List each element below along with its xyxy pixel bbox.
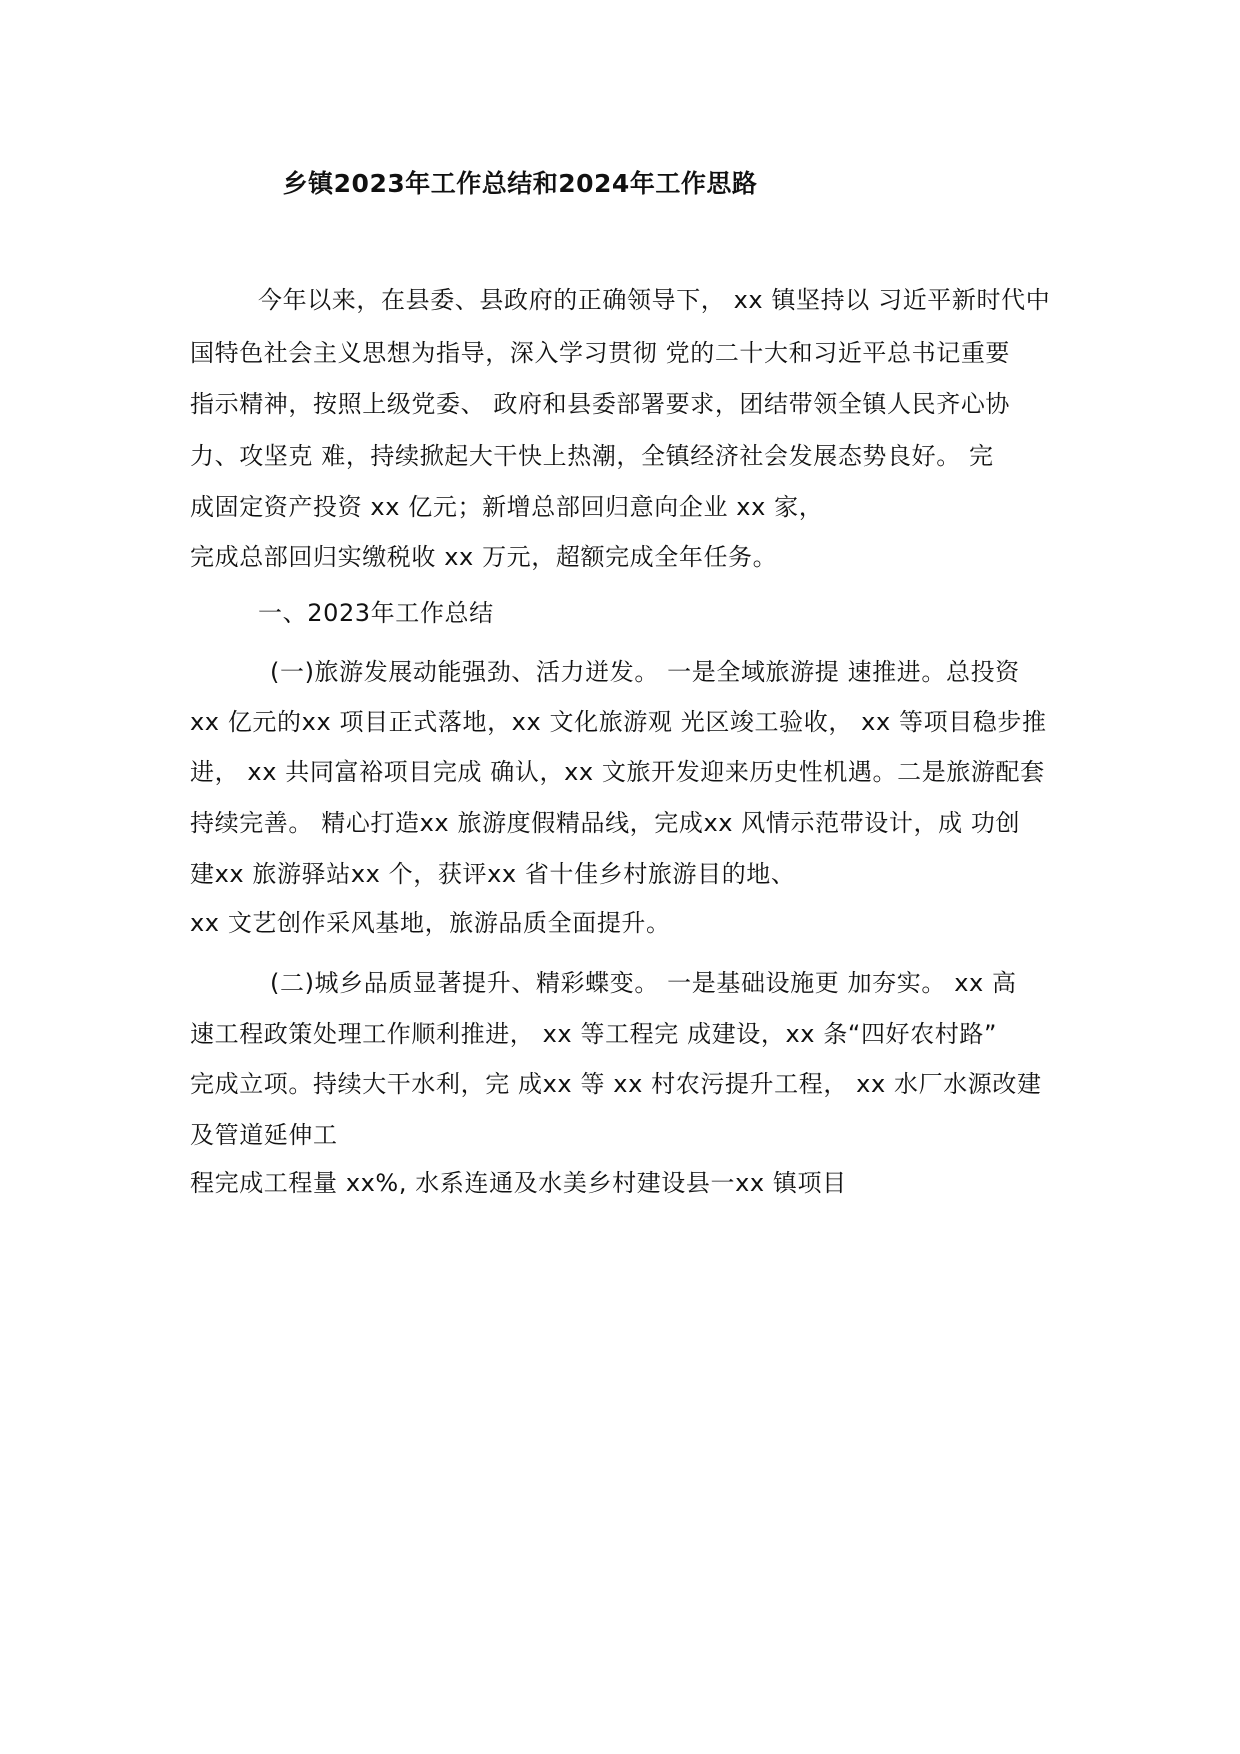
paragraph-line: xx 文艺创作采风基地，旅游品质全面提升。 (190, 909, 671, 937)
paragraph-line: 指示精神，按照上级党委、 政府和县委部署要求，团结带领全镇人民齐心协 (190, 390, 1011, 418)
paragraph-line: 持续完善。 精心打造xx 旅游度假精品线，完成xx 风情示范带设计，成 功创 (190, 809, 1021, 837)
paragraph-line: 进， xx 共同富裕项目完成 确认，xx 文旅开发迎来历史性机遇。二是旅游配套 (190, 758, 1045, 786)
paragraph-line: 完成立项。持续大干水利，完 成xx 等 xx 村农污提升工程， xx 水厂水源改建 (190, 1070, 1042, 1098)
paragraph-line: (二)城乡品质显著提升、精彩蝶变。 一是基础设施更 加夯实。 xx 高 (270, 969, 1017, 997)
paragraph-line: 国特色社会主义思想为指导，深入学习贯彻 党的二十大和习近平总书记重要 (190, 339, 1011, 367)
document-title: 乡镇2023年工作总结和2024年工作思路 (282, 169, 758, 198)
paragraph-line: xx 亿元的xx 项目正式落地，xx 文化旅游观 光区竣工验收， xx 等项目稳步推 (190, 708, 1047, 736)
paragraph-line: 完成总部回归实缴税收 xx 万元，超额完成全年任务。 (190, 543, 778, 571)
section-heading: 一、2023年工作总结 (258, 599, 494, 627)
paragraph-line: 速工程政策处理工作顺利推进， xx 等工程完 成建设，xx 条“四好农村路” (190, 1020, 997, 1048)
paragraph-line: 力、攻坚克 难，持续掀起大干快上热潮，全镇经济社会发展态势良好。 完 (190, 442, 994, 470)
paragraph-line: 建xx 旅游驿站xx 个，获评xx 省十佳乡村旅游目的地、 (190, 860, 796, 888)
paragraph-line: 成固定资产投资 xx 亿元；新增总部回归意向企业 xx 家， (190, 493, 824, 521)
paragraph-line: 及管道延伸工 (190, 1121, 338, 1149)
paragraph-line: 今年以来，在县委、县政府的正确领导下， xx 镇坚持以 习近平新时代中 (258, 286, 1051, 314)
paragraph-line: 程完成工程量 xx%, 水系连通及水美乡村建设县一xx 镇项目 (190, 1169, 847, 1197)
paragraph-line: (一)旅游发展动能强劲、活力迸发。 一是全域旅游提 速推进。总投资 (270, 658, 1020, 686)
